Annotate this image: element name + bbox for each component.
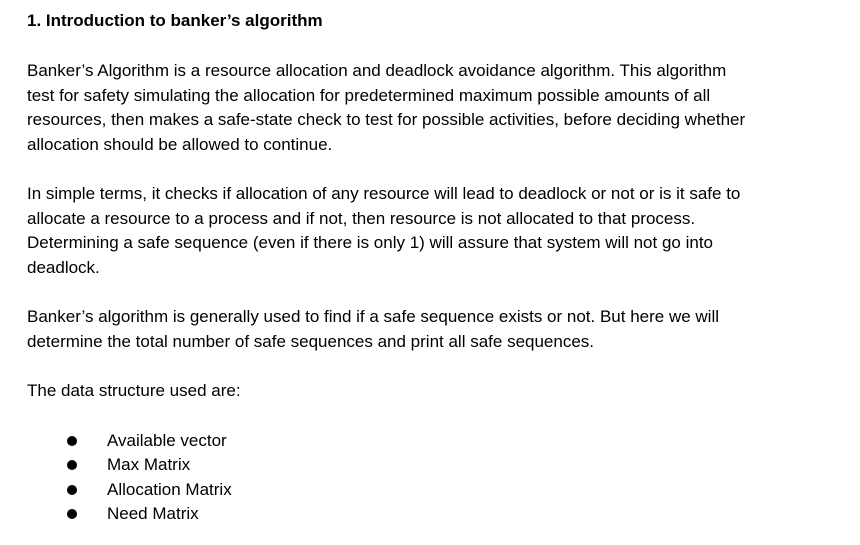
list-item <box>27 453 837 478</box>
paragraph-line: resources, then makes a safe-state check to test for possible activities, before deciding whether <box>27 110 746 129</box>
paragraph-simple-terms <box>27 182 837 280</box>
paragraph-line: Banker’s Algorithm is a resource allocation and deadlock avoidance algorithm. This algorithm <box>27 61 727 80</box>
list-item-label: Need Matrix <box>107 504 199 523</box>
paragraph-line: test for safety simulating the allocation for predetermined maximum possible amounts of all <box>27 85 711 105</box>
list-item <box>27 478 837 503</box>
paragraph-intro <box>27 59 837 157</box>
paragraph-line: Determining a safe sequence (even if there is only 1) will assure that system will not go into <box>27 233 713 252</box>
list-item-label: Available vector <box>107 430 227 450</box>
paragraph-line: allocation should be allowed to continue. <box>27 134 333 154</box>
bullet-icon <box>67 460 77 470</box>
paragraph-safe-sequences <box>27 305 837 354</box>
document-page <box>27 9 837 527</box>
list-item <box>27 502 837 527</box>
paragraph-line: determine the total number of safe sequences and print all safe sequences. <box>27 331 595 351</box>
paragraph-line: allocate a resource to a process and if not, then resource is not allocated to that process. <box>27 208 696 228</box>
bullet-icon <box>67 509 77 519</box>
paragraph-line: In simple terms, it checks if allocation of any resource will lead to deadlock or not or is it safe to <box>27 184 741 203</box>
bullet-icon <box>67 485 77 495</box>
paragraph-line: deadlock. <box>27 257 100 277</box>
section-heading: 1. Introduction to banker’s algorithm <box>27 11 323 30</box>
data-structure-list <box>27 429 837 527</box>
paragraph-data-structures <box>27 379 837 404</box>
list-item-label: Max Matrix <box>107 455 191 474</box>
list-item <box>27 429 837 454</box>
paragraph-line: The data structure used are: <box>27 381 241 400</box>
list-item-label: Allocation Matrix <box>107 479 232 499</box>
paragraph-line: Banker’s algorithm is generally used to find if a safe sequence exists or not. But here we will <box>27 307 720 326</box>
bullet-icon <box>67 436 77 446</box>
